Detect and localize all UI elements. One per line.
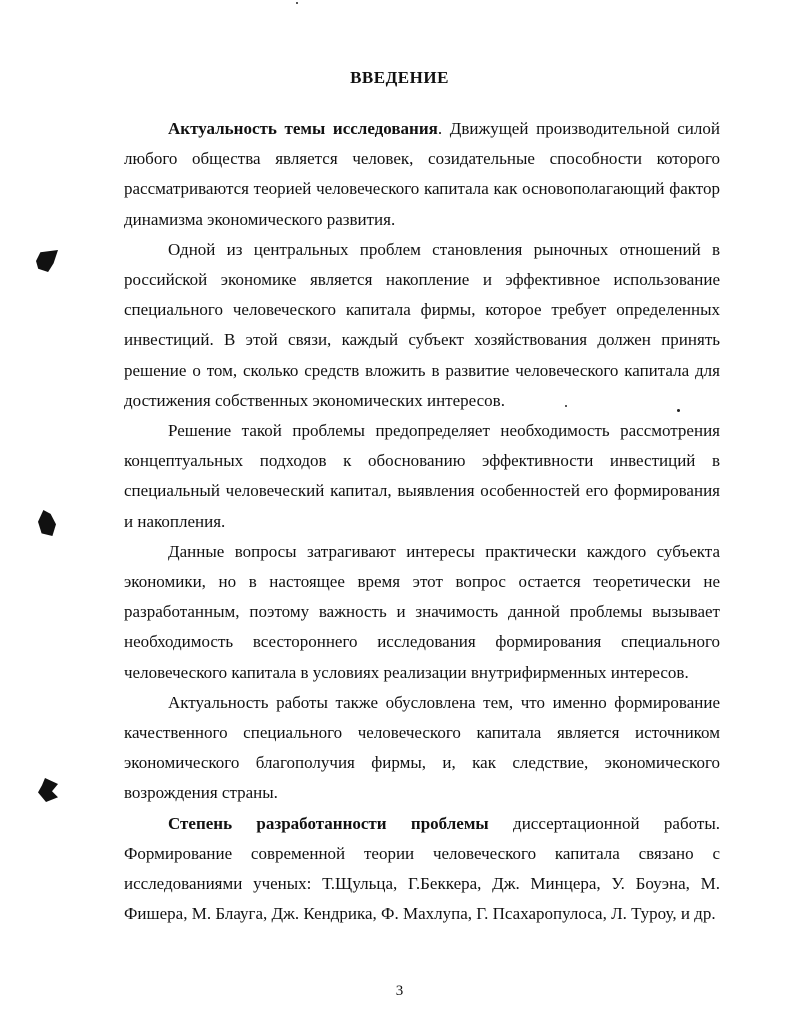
paragraph-text: Решение такой проблемы предопределяет необходимость рассмотрения концептуальных подходов к обоснованию эффективности инвестиций в специальный человеческий капитал, выявления особенностей его формирования и накопления. [124,421,720,531]
punch-hole-mark [36,250,58,272]
page-number: 3 [395,983,404,999]
paragraph-text: . Движущей производительной силой любого общества является человек, созидательные способности которого рассматриваются теорией человеческого капитала как основополагающий фактор динамизма экономического развития. [124,119,720,229]
punch-hole-mark [38,778,58,802]
paragraph-text: Актуальность работы также обусловлена тем, что именно формирование качественного специального человеческого капитала является источником экономического благополучия фирмы, и, как следствие, экономического возрождения страны. [124,692,720,803]
paragraph-lead: Актуальность темы исследования [168,119,438,138]
page-title: ВВЕДЕНИЕ [350,68,449,87]
paragraph-questions [124,537,720,688]
paragraph-problem [124,235,720,416]
paragraph-text: Одной из центральных проблем становления рыночных отношений в российской экономике является накопление и эффективное использование специального человеческого капитала фирмы, которое требует определенных инвестиций. В этой связи, каждый субъект хозяйствования должен принять решение о том, сколько средств вложить в развитие человеческого капитала для достижения собственных экономических интересов. [124,239,720,410]
scan-speck [677,409,680,412]
paragraph-text: диссертационной работы. Формирование современной теории человеческого капитала связано с исследованиями ученых: Т.Щульца, Г.Беккера, Дж. Минцера, У. Боуэна, М. Фишера, М. Блауга, Дж. Кендрика, Ф. Махлупа, Г. Псахаропулоса, Л. Туроу, и др. [124,813,721,924]
body-text [124,114,720,929]
scan-speck [296,2,298,4]
punch-hole-mark [38,510,56,536]
paragraph-degree [124,809,720,930]
paragraph-actuality [124,688,720,809]
paragraph-lead: Степень разработанности проблемы [168,813,489,833]
scan-speck [565,405,567,407]
paragraph-text: Данные вопросы затрагивают интересы практически каждого субъекта экономики, но в настоящее время этот вопрос остается теоретически не разработанным, поэтому важность и значимость данной проблемы вызывает необходимость всестороннего исследования формирования специального человеческого капитала в условиях реализации внутрифирменных интересов. [124,541,720,682]
paragraph-relevance [124,114,720,235]
paragraph-solution [124,416,720,537]
